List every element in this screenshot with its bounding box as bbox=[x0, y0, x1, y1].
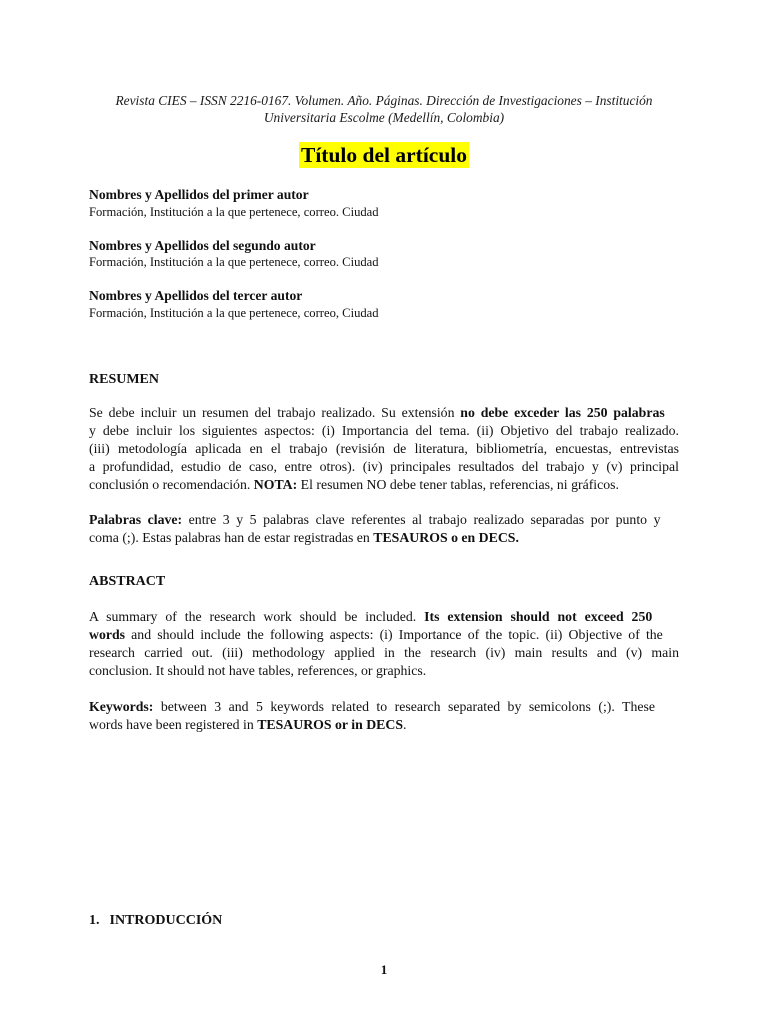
palabras-clave-text: entre 3 y 5 palabras clave referentes al trabajo realizado separadas por punto y bbox=[182, 512, 661, 527]
abstract-line-1 bbox=[89, 608, 652, 626]
section-number: 1. bbox=[89, 913, 100, 928]
keywords-text: words have been registered in bbox=[89, 717, 258, 732]
resumen-line-5 bbox=[89, 476, 679, 494]
resumen-text: Se debe incluir un resumen del trabajo realizado. Su extensión bbox=[89, 405, 461, 420]
author-3-affiliation: Formación, Institución a la que pertenece, correo, Ciudad bbox=[89, 306, 379, 320]
nota-label: NOTA: bbox=[253, 477, 298, 492]
tesauros-text: TESAUROS o en DECS. bbox=[373, 530, 519, 545]
author-3-name: Nombres y Apellidos del tercer autor bbox=[89, 288, 303, 303]
palabras-clave-text: coma (;). Estas palabras han de estar registradas en bbox=[89, 530, 374, 545]
abstract-line-2 bbox=[89, 626, 663, 644]
abstract-line-4: conclusion. It should not have tables, references, or graphics. bbox=[89, 663, 427, 678]
page-number: 1 bbox=[380, 962, 388, 977]
keywords-label: Keywords: bbox=[89, 699, 154, 714]
abstract-heading: ABSTRACT bbox=[89, 574, 166, 589]
author-1-name: Nombres y Apellidos del primer autor bbox=[89, 187, 309, 202]
resumen-line-2: y debe incluir los siguientes aspectos: (i) Importancia del tema. (ii) Objetivo del trabajo realizado. bbox=[89, 423, 679, 438]
abstract-text: A summary of the research work should be included. bbox=[89, 609, 425, 624]
keywords-line-1 bbox=[89, 698, 655, 716]
keywords-text: between 3 and 5 keywords related to research separated by semicolons (;). These bbox=[153, 699, 655, 714]
section-title: INTRODUCCIÓN bbox=[109, 913, 223, 928]
abstract-line-3: research carried out. (iii) methodology applied in the research (iv) main results and (v) main bbox=[89, 645, 679, 660]
abstract-limit-text: Its extension should not exceed 250 bbox=[424, 609, 653, 624]
palabras-clave-line-1 bbox=[89, 511, 661, 529]
author-1-affiliation: Formación, Institución a la que pertenece, correo. Ciudad bbox=[89, 205, 379, 219]
keywords-period: . bbox=[403, 717, 407, 732]
author-2-name: Nombres y Apellidos del segundo autor bbox=[89, 238, 316, 253]
title-block bbox=[0, 142, 768, 168]
abstract-limit-text: words bbox=[89, 627, 126, 642]
keywords-line-2 bbox=[89, 716, 679, 734]
resumen-line-3: (iii) metodología aplicada en el trabajo (revisión de literatura, bibliometría, encuestas, entrevistas bbox=[89, 441, 679, 456]
journal-header-line-2: Universitaria Escolme (Medellín, Colombia) bbox=[263, 110, 505, 125]
palabras-clave-label: Palabras clave: bbox=[89, 512, 183, 527]
resumen-text: conclusión o recomendación. bbox=[89, 477, 254, 492]
resumen-heading: RESUMEN bbox=[89, 372, 160, 387]
resumen-line-1 bbox=[89, 404, 665, 422]
resumen-limit-text: no debe exceder las 250 palabras bbox=[460, 405, 665, 420]
abstract-text: and should include the following aspects: (i) Importance of the topic. (ii) Objective of the bbox=[125, 627, 663, 642]
resumen-line-4: a profundidad, estudio de caso, entre otros). (iv) principales resultados del trabajo y (v) principal bbox=[89, 459, 679, 474]
author-2-affiliation: Formación, Institución a la que pertenece, correo. Ciudad bbox=[89, 255, 379, 269]
tesauros-text: TESAUROS or in DECS bbox=[257, 717, 403, 732]
article-title: Título del artículo bbox=[300, 143, 468, 167]
nota-text: El resumen NO debe tener tablas, referencias, ni gráficos. bbox=[297, 477, 619, 492]
palabras-clave-line-2 bbox=[89, 529, 679, 547]
journal-header-line-1: Revista CIES – ISSN 2216-0167. Volumen. Año. Páginas. Dirección de Investigaciones – Institución bbox=[115, 93, 653, 108]
section-1-heading bbox=[89, 912, 222, 930]
